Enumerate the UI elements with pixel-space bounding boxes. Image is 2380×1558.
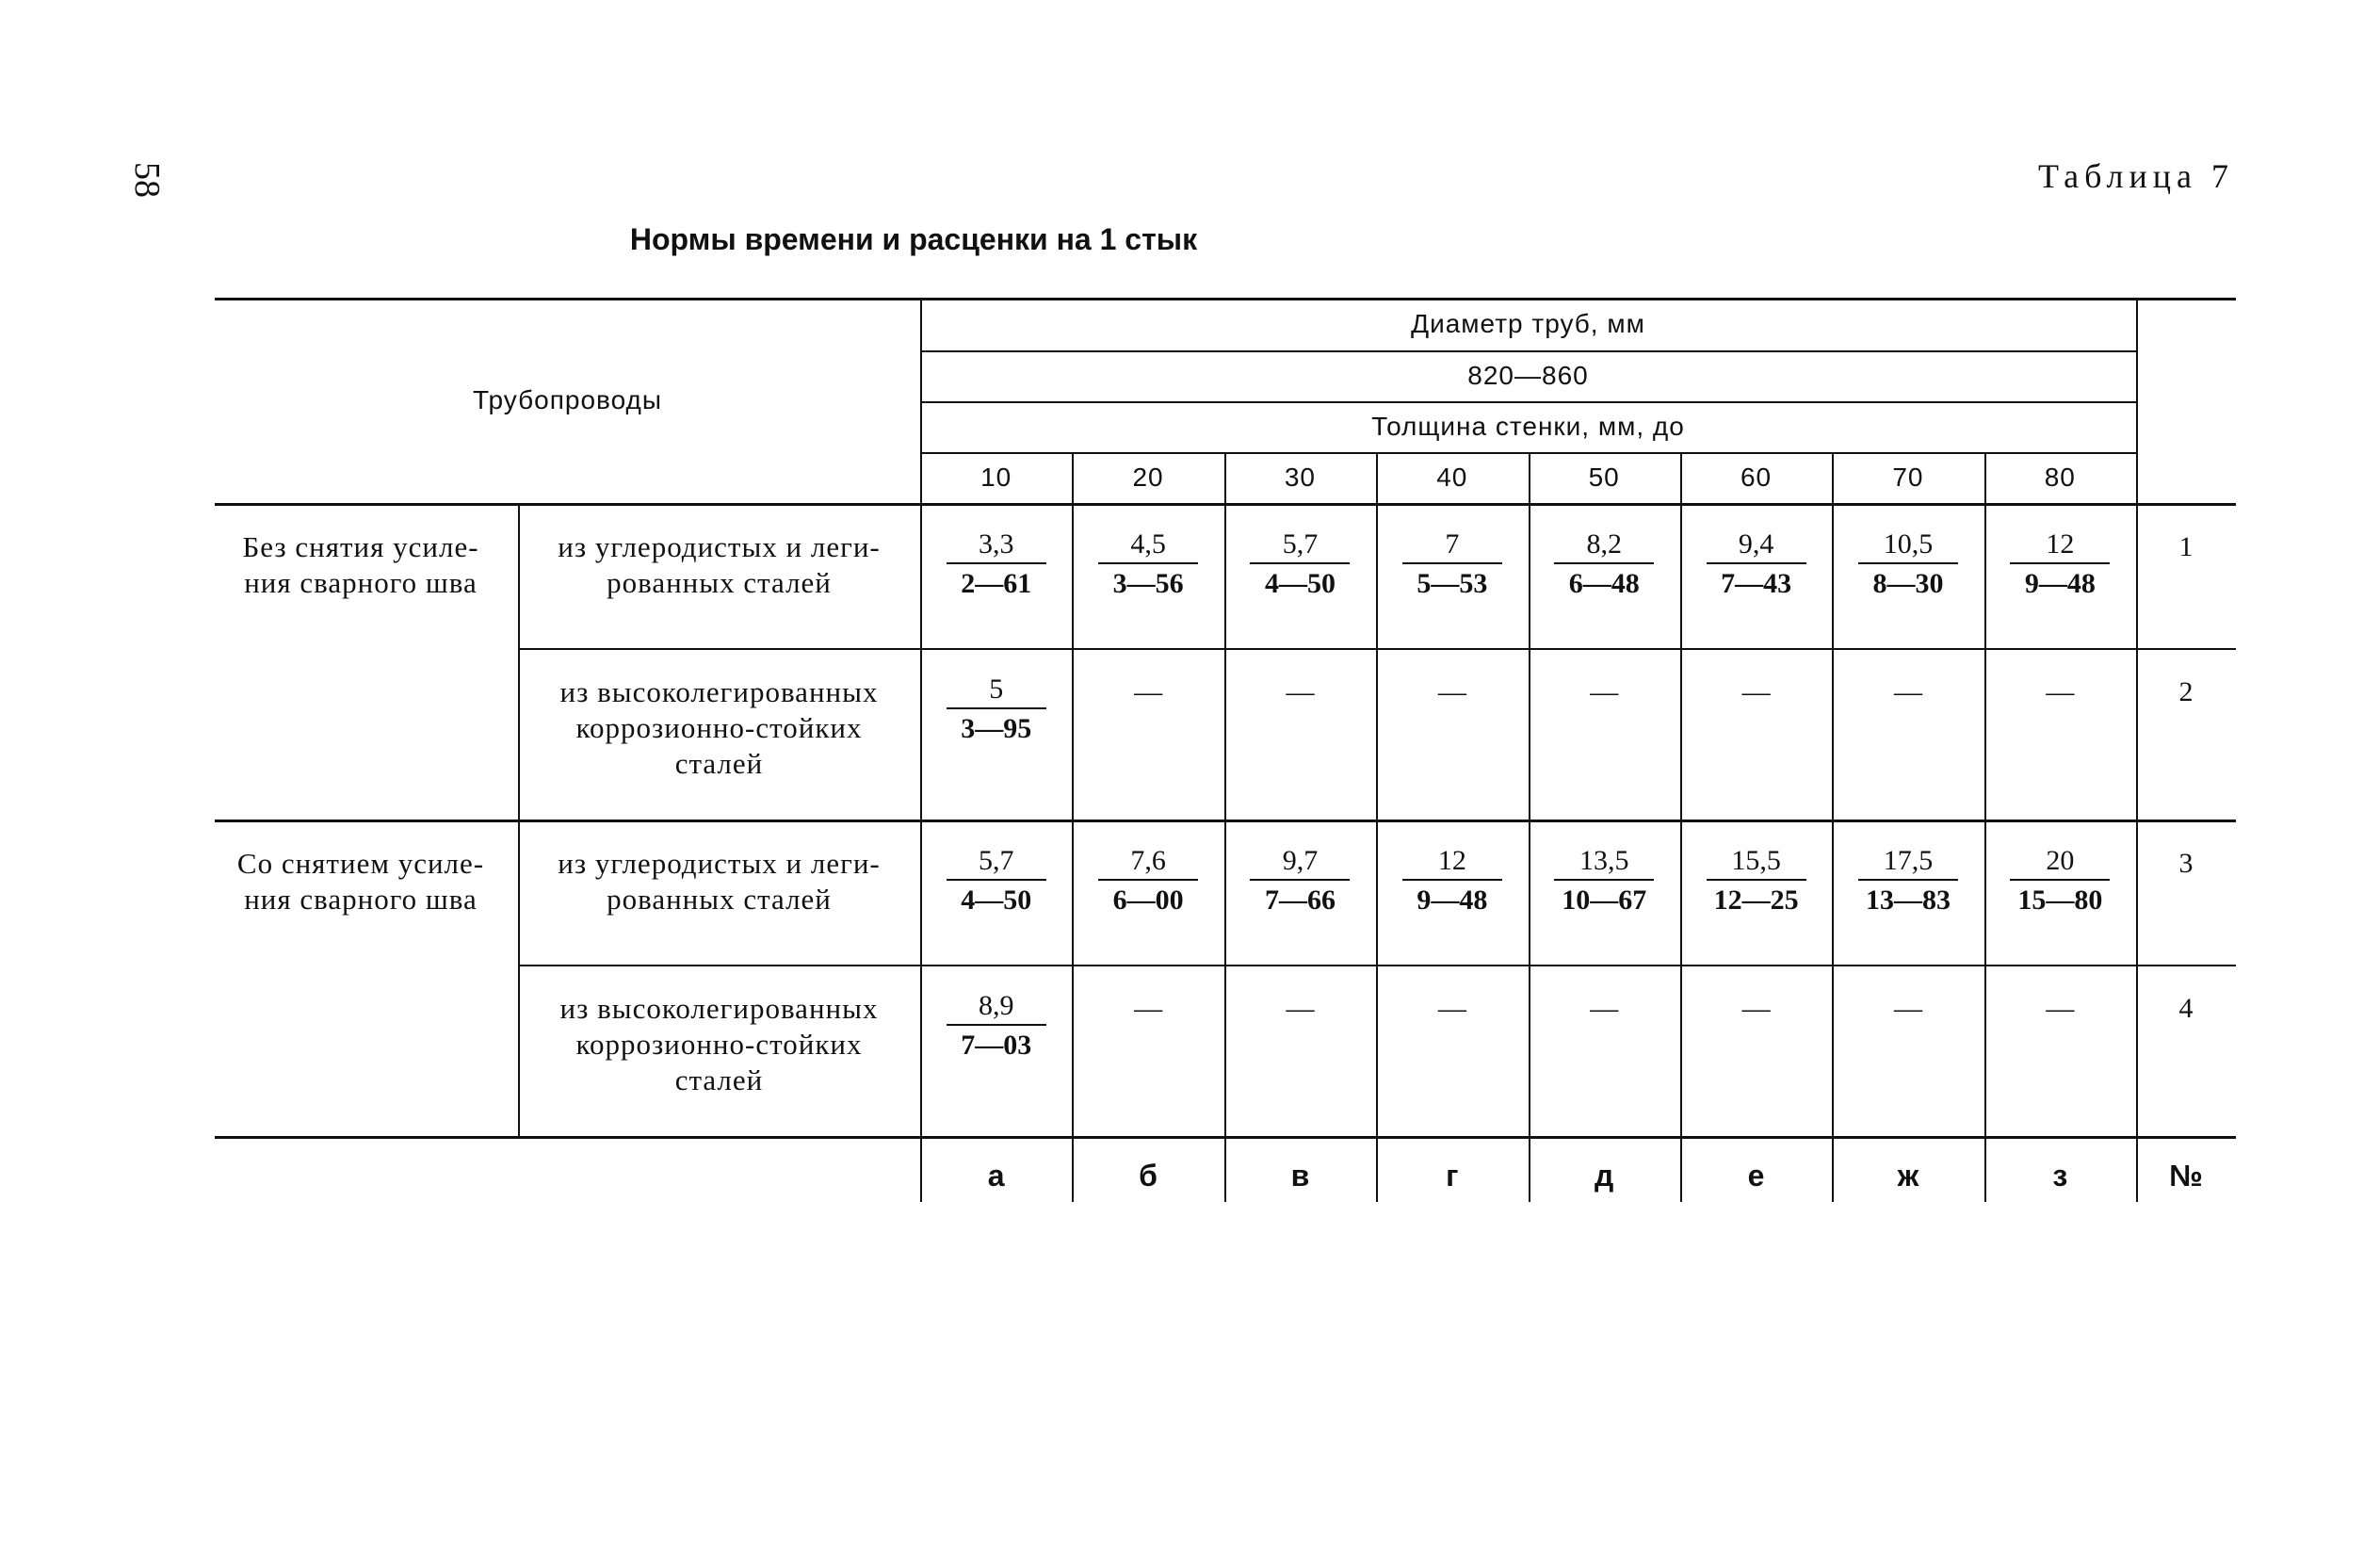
- norm-price-cell: [1224, 844, 1375, 920]
- time-norm: 15,5: [1707, 844, 1806, 881]
- norm-price-cell: [1984, 844, 2135, 920]
- empty-dash: —: [1741, 676, 1771, 707]
- empty-dash: —: [1286, 676, 1315, 707]
- norm-price-cell: [1224, 527, 1375, 604]
- group-label: Без снятия усиле- ния сварного шва: [242, 530, 479, 599]
- price-value: 7—03: [961, 1030, 1032, 1061]
- norm-price-cell: [1681, 844, 1832, 920]
- norm-price-cell: [1073, 527, 1223, 604]
- norm-price-cell: [1833, 844, 1983, 920]
- norm-price-cell: [1529, 844, 1679, 920]
- column-header: 60: [1740, 463, 1773, 492]
- time-norm: 13,5: [1554, 844, 1654, 881]
- column-header: 80: [2044, 463, 2076, 492]
- price-value: 9—48: [1417, 884, 1488, 916]
- row-number: 4: [2178, 993, 2194, 1024]
- price-value: 3—56: [1112, 568, 1184, 599]
- norm-price-cell: [921, 673, 1072, 749]
- empty-dash: —: [1893, 993, 1922, 1024]
- column-code: д: [1595, 1159, 1614, 1193]
- time-norm: 12: [1402, 844, 1502, 881]
- column-code: е: [1747, 1159, 1765, 1193]
- column-code: г: [1446, 1159, 1459, 1193]
- price-value: 13—83: [1865, 884, 1951, 916]
- empty-dash: —: [1741, 993, 1771, 1024]
- column-code: в: [1290, 1159, 1310, 1193]
- row-number: 1: [2178, 531, 2194, 562]
- norm-price-cell: [1681, 527, 1832, 604]
- material-label: из углеродистых и леги- рованных сталей: [558, 847, 881, 916]
- rule-line: [2136, 298, 2138, 1202]
- row-number: 3: [2178, 848, 2194, 879]
- page-number: 58: [127, 162, 167, 198]
- column-code: б: [1139, 1159, 1158, 1193]
- column-code: ж: [1897, 1159, 1919, 1193]
- norm-price-cell: [921, 527, 1072, 604]
- norm-price-cell: [1984, 527, 2135, 604]
- empty-dash: —: [1590, 676, 1619, 707]
- time-norm: 8,2: [1554, 527, 1654, 564]
- norm-price-cell: [1073, 844, 1223, 920]
- norm-price-cell: [1377, 844, 1528, 920]
- price-value: 3—95: [961, 713, 1032, 744]
- empty-dash: —: [1437, 993, 1466, 1024]
- time-norm: 7,6: [1098, 844, 1198, 881]
- time-norm: 9,4: [1707, 527, 1806, 564]
- column-header: 10: [980, 463, 1012, 492]
- header-diameter-range: 820—860: [1467, 361, 1589, 390]
- price-value: 12—25: [1713, 884, 1799, 916]
- column-header: 50: [1588, 463, 1620, 492]
- time-norm: 5: [947, 673, 1046, 709]
- price-value: 7—66: [1264, 884, 1336, 916]
- header-diameter: Диаметр труб, мм: [1411, 309, 1645, 338]
- price-value: 10—67: [1562, 884, 1647, 916]
- header-pipelines: Трубопроводы: [473, 385, 662, 414]
- norm-price-cell: [1529, 527, 1679, 604]
- time-norm: 5,7: [1250, 527, 1350, 564]
- time-norm: 4,5: [1098, 527, 1198, 564]
- empty-dash: —: [1134, 676, 1163, 707]
- price-value: 7—43: [1721, 568, 1792, 599]
- time-norm: 12: [2010, 527, 2110, 564]
- price-value: 9—48: [2024, 568, 2096, 599]
- norm-price-cell: [1833, 527, 1983, 604]
- group-label: Со снятием усиле- ния сварного шва: [236, 847, 485, 916]
- number-column-label: №: [2169, 1159, 2203, 1193]
- column-code: з: [2052, 1159, 2068, 1193]
- norm-price-cell: [921, 989, 1072, 1065]
- empty-dash: —: [1437, 676, 1466, 707]
- norm-price-cell: [921, 844, 1072, 920]
- material-label: из высоколегированных коррозионно-стойких сталей: [559, 992, 879, 1096]
- time-norm: 17,5: [1858, 844, 1958, 881]
- time-norm: 8,9: [947, 989, 1046, 1026]
- empty-dash: —: [2046, 993, 2075, 1024]
- time-norm: 7: [1402, 527, 1502, 564]
- price-value: 15—80: [2017, 884, 2103, 916]
- time-norm: 20: [2010, 844, 2110, 881]
- column-header: 40: [1436, 463, 1468, 492]
- row-number: 2: [2178, 676, 2194, 707]
- price-value: 5—53: [1417, 568, 1488, 599]
- empty-dash: —: [1590, 993, 1619, 1024]
- price-value: 2—61: [961, 568, 1032, 599]
- time-norm: 9,7: [1250, 844, 1350, 881]
- price-value: 6—48: [1568, 568, 1640, 599]
- time-norm: 10,5: [1858, 527, 1958, 564]
- price-value: 4—50: [961, 884, 1032, 916]
- column-header: 30: [1284, 463, 1317, 492]
- time-norm: 3,3: [947, 527, 1046, 564]
- empty-dash: —: [1134, 993, 1163, 1024]
- empty-dash: —: [2046, 676, 2075, 707]
- column-header: 20: [1132, 463, 1164, 492]
- time-norm: 5,7: [947, 844, 1046, 881]
- column-header: 70: [1892, 463, 1924, 492]
- table-caption: Таблица 7: [2038, 157, 2234, 195]
- price-value: 6—00: [1112, 884, 1184, 916]
- column-code: а: [987, 1159, 1005, 1193]
- price-value: 4—50: [1264, 568, 1336, 599]
- rule-line: [518, 503, 520, 1136]
- header-wall-thickness: Толщина стенки, мм, до: [1371, 412, 1685, 441]
- price-value: 8—30: [1872, 568, 1944, 599]
- empty-dash: —: [1893, 676, 1922, 707]
- page-title: Нормы времени и расценки на 1 стык: [629, 222, 1198, 256]
- material-label: из углеродистых и леги- рованных сталей: [558, 530, 881, 599]
- empty-dash: —: [1286, 993, 1315, 1024]
- norm-price-cell: [1377, 527, 1528, 604]
- material-label: из высоколегированных коррозионно-стойких сталей: [559, 675, 879, 780]
